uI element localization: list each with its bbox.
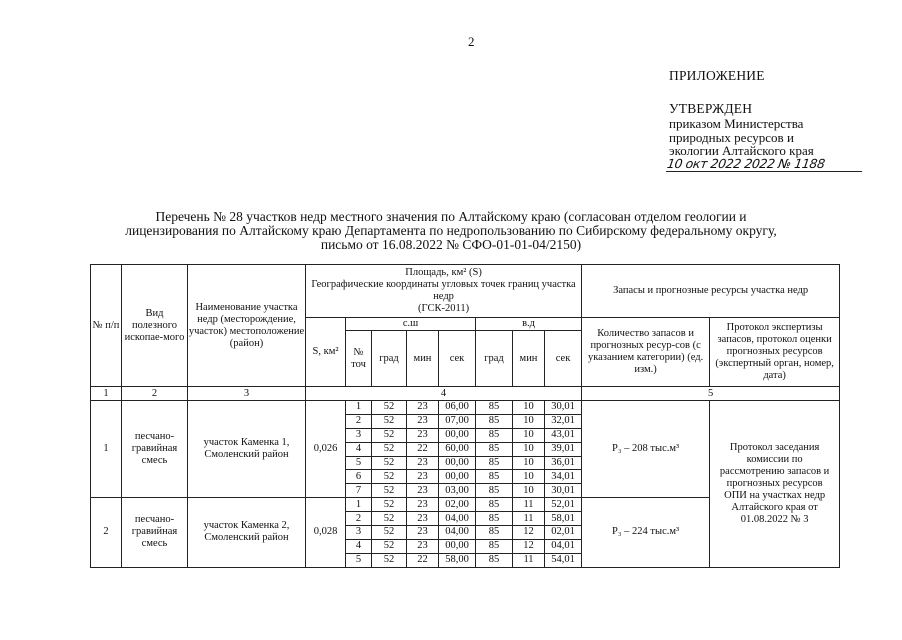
column-number: 5 bbox=[582, 387, 840, 401]
lat-sec: 00,00 bbox=[439, 470, 476, 484]
header-lon-min: мин bbox=[513, 331, 545, 387]
point-num: 1 bbox=[346, 401, 372, 415]
order-line: приказом Министерства bbox=[669, 116, 804, 131]
point-num: 3 bbox=[346, 428, 372, 442]
row-num: 1 bbox=[91, 401, 122, 498]
point-num: 2 bbox=[346, 512, 372, 526]
lat-deg: 52 bbox=[372, 401, 407, 415]
lat-min: 23 bbox=[407, 484, 439, 498]
page-number: 2 bbox=[468, 34, 475, 49]
lon-min: 10 bbox=[513, 470, 545, 484]
lat-deg: 52 bbox=[372, 553, 407, 567]
order-line: экологии Алтайского края bbox=[669, 143, 814, 158]
lat-min: 23 bbox=[407, 456, 439, 470]
lon-sec: 54,01 bbox=[545, 553, 582, 567]
lon-min: 12 bbox=[513, 539, 545, 553]
header-reserves-qty: Количество запасов и прогнозных ресур-сов (с указанием категории) (ед. изм.) bbox=[582, 318, 710, 387]
lat-sec: 00,00 bbox=[439, 428, 476, 442]
point-num: 5 bbox=[346, 456, 372, 470]
lat-min: 23 bbox=[407, 498, 439, 512]
header-protocol: Протокол экспертизы запасов, протокол оценки прогнозных ресурсов (экспертный орган, номер, дата) bbox=[710, 318, 840, 387]
plot-area: 0,028 bbox=[306, 498, 346, 567]
header-geo-line: (ГСК-2011) bbox=[418, 303, 470, 314]
lat-deg: 52 bbox=[372, 442, 407, 456]
lon-deg: 85 bbox=[476, 428, 513, 442]
reserves-qty: P₃ – 208 тыс.м³ bbox=[582, 401, 710, 498]
lat-min: 23 bbox=[407, 428, 439, 442]
point-num: 2 bbox=[346, 414, 372, 428]
lon-sec: 52,01 bbox=[545, 498, 582, 512]
point-num: 7 bbox=[346, 484, 372, 498]
lon-deg: 85 bbox=[476, 456, 513, 470]
lon-sec: 58,01 bbox=[545, 512, 582, 526]
column-number: 1 bbox=[91, 387, 122, 401]
lon-min: 10 bbox=[513, 484, 545, 498]
lat-deg: 52 bbox=[372, 428, 407, 442]
header-geo-line: Географические координаты угловых точек границ участка bbox=[311, 279, 576, 290]
header-mineral-kind: Вид полезного ископае-мого bbox=[122, 265, 188, 387]
lon-sec: 30,01 bbox=[545, 401, 582, 415]
lat-sec: 07,00 bbox=[439, 414, 476, 428]
subsoil-plots-table bbox=[90, 264, 840, 568]
lon-sec: 02,01 bbox=[545, 526, 582, 540]
header-lat-deg: град bbox=[372, 331, 407, 387]
lat-sec: 00,00 bbox=[439, 539, 476, 553]
expert-protocol: Протокол заседания комиссии по рассмотрению запасов и прогнозных ресурсов ОПИ на участках недр Алтайского края от 01.08.2022 № 3 bbox=[710, 401, 840, 568]
lat-deg: 52 bbox=[372, 456, 407, 470]
column-number: 2 bbox=[122, 387, 188, 401]
lon-min: 11 bbox=[513, 498, 545, 512]
lon-sec: 36,01 bbox=[545, 456, 582, 470]
lon-sec: 32,01 bbox=[545, 414, 582, 428]
lon-deg: 85 bbox=[476, 539, 513, 553]
lon-deg: 85 bbox=[476, 470, 513, 484]
lon-deg: 85 bbox=[476, 512, 513, 526]
lat-min: 22 bbox=[407, 553, 439, 567]
lon-min: 10 bbox=[513, 401, 545, 415]
header-area-line: Площадь, км² (S) bbox=[405, 267, 482, 278]
lon-deg: 85 bbox=[476, 401, 513, 415]
point-num: 4 bbox=[346, 442, 372, 456]
lon-sec: 34,01 bbox=[545, 470, 582, 484]
order-date-number-handwritten: 10 окт 2022 2022 № 1188 bbox=[666, 157, 864, 172]
point-num: 1 bbox=[346, 498, 372, 512]
title-line: лицензирования по Алтайскому краю Департамента по недропользованию по Сибирскому федеральному округу, bbox=[125, 223, 777, 238]
lon-sec: 30,01 bbox=[545, 484, 582, 498]
title-line: письмо от 16.08.2022 № СФО-01-01-04/2150) bbox=[320, 237, 582, 252]
lon-min: 10 bbox=[513, 414, 545, 428]
lon-min: 11 bbox=[513, 512, 545, 526]
point-num: 6 bbox=[346, 470, 372, 484]
lon-min: 10 bbox=[513, 456, 545, 470]
lat-deg: 52 bbox=[372, 470, 407, 484]
mineral-kind: песчано-гравийная смесь bbox=[122, 498, 188, 567]
point-num: 3 bbox=[346, 526, 372, 540]
lat-deg: 52 bbox=[372, 539, 407, 553]
lat-deg: 52 bbox=[372, 498, 407, 512]
header-point-num: № точ bbox=[346, 331, 372, 387]
plot-name: участок Каменка 2, Смоленский район bbox=[188, 498, 306, 567]
header-latitude: с.ш bbox=[346, 318, 476, 331]
point-num: 5 bbox=[346, 553, 372, 567]
column-number: 4 bbox=[306, 387, 582, 401]
order-line: природных ресурсов и bbox=[669, 129, 794, 145]
approved-title: УТВЕРЖДЕН bbox=[669, 101, 753, 116]
lat-min: 23 bbox=[407, 414, 439, 428]
header-lon-sec: сек bbox=[545, 331, 582, 387]
lon-sec: 39,01 bbox=[545, 442, 582, 456]
header-area-coordinates bbox=[306, 265, 582, 318]
lat-sec: 60,00 bbox=[439, 442, 476, 456]
lon-deg: 85 bbox=[476, 553, 513, 567]
lat-sec: 02,00 bbox=[439, 498, 476, 512]
header-area: S, км² bbox=[306, 318, 346, 387]
plot-name: участок Каменка 1, Смоленский район bbox=[188, 401, 306, 498]
lat-min: 22 bbox=[407, 442, 439, 456]
lat-deg: 52 bbox=[372, 512, 407, 526]
lat-min: 23 bbox=[407, 470, 439, 484]
lat-min: 23 bbox=[407, 539, 439, 553]
header-lon-deg: град bbox=[476, 331, 513, 387]
lat-sec: 58,00 bbox=[439, 553, 476, 567]
lon-deg: 85 bbox=[476, 526, 513, 540]
lat-sec: 00,00 bbox=[439, 456, 476, 470]
header-longitude: в.д bbox=[476, 318, 582, 331]
lon-min: 10 bbox=[513, 428, 545, 442]
point-num: 4 bbox=[346, 539, 372, 553]
lat-sec: 03,00 bbox=[439, 484, 476, 498]
lat-sec: 06,00 bbox=[439, 401, 476, 415]
lon-sec: 04,01 bbox=[545, 539, 582, 553]
header-plot-name: Наименование участка недр (месторождение, участок) местоположение (район) bbox=[188, 265, 306, 387]
header-lat-min: мин bbox=[407, 331, 439, 387]
header-lat-sec: сек bbox=[439, 331, 476, 387]
appendix-title: ПРИЛОЖЕНИЕ bbox=[669, 68, 765, 83]
lat-sec: 04,00 bbox=[439, 512, 476, 526]
title-line: Перечень № 28 участков недр местного значения по Алтайскому краю (согласован отделом геологии и bbox=[155, 209, 747, 224]
lon-sec: 43,01 bbox=[545, 428, 582, 442]
header-reserves-group: Запасы и прогнозные ресурсы участка недр bbox=[582, 265, 840, 318]
reserves-qty: P₃ – 224 тыс.м³ bbox=[582, 498, 710, 567]
column-number: 3 bbox=[188, 387, 306, 401]
plot-area: 0,026 bbox=[306, 401, 346, 498]
lon-deg: 85 bbox=[476, 484, 513, 498]
lon-min: 11 bbox=[513, 553, 545, 567]
lat-deg: 52 bbox=[372, 484, 407, 498]
lat-min: 23 bbox=[407, 401, 439, 415]
order-issuer bbox=[669, 117, 814, 158]
lon-deg: 85 bbox=[476, 498, 513, 512]
lon-min: 12 bbox=[513, 526, 545, 540]
header-num: № п/п bbox=[91, 265, 122, 387]
lat-deg: 52 bbox=[372, 414, 407, 428]
document-title bbox=[120, 210, 782, 252]
header-geo-line: недр bbox=[433, 291, 454, 302]
row-num: 2 bbox=[91, 498, 122, 567]
mineral-kind: песчано-гравийная смесь bbox=[122, 401, 188, 498]
lat-deg: 52 bbox=[372, 526, 407, 540]
lat-sec: 04,00 bbox=[439, 526, 476, 540]
lon-min: 10 bbox=[513, 442, 545, 456]
lon-deg: 85 bbox=[476, 414, 513, 428]
lat-min: 23 bbox=[407, 512, 439, 526]
lat-min: 23 bbox=[407, 526, 439, 540]
lon-deg: 85 bbox=[476, 442, 513, 456]
